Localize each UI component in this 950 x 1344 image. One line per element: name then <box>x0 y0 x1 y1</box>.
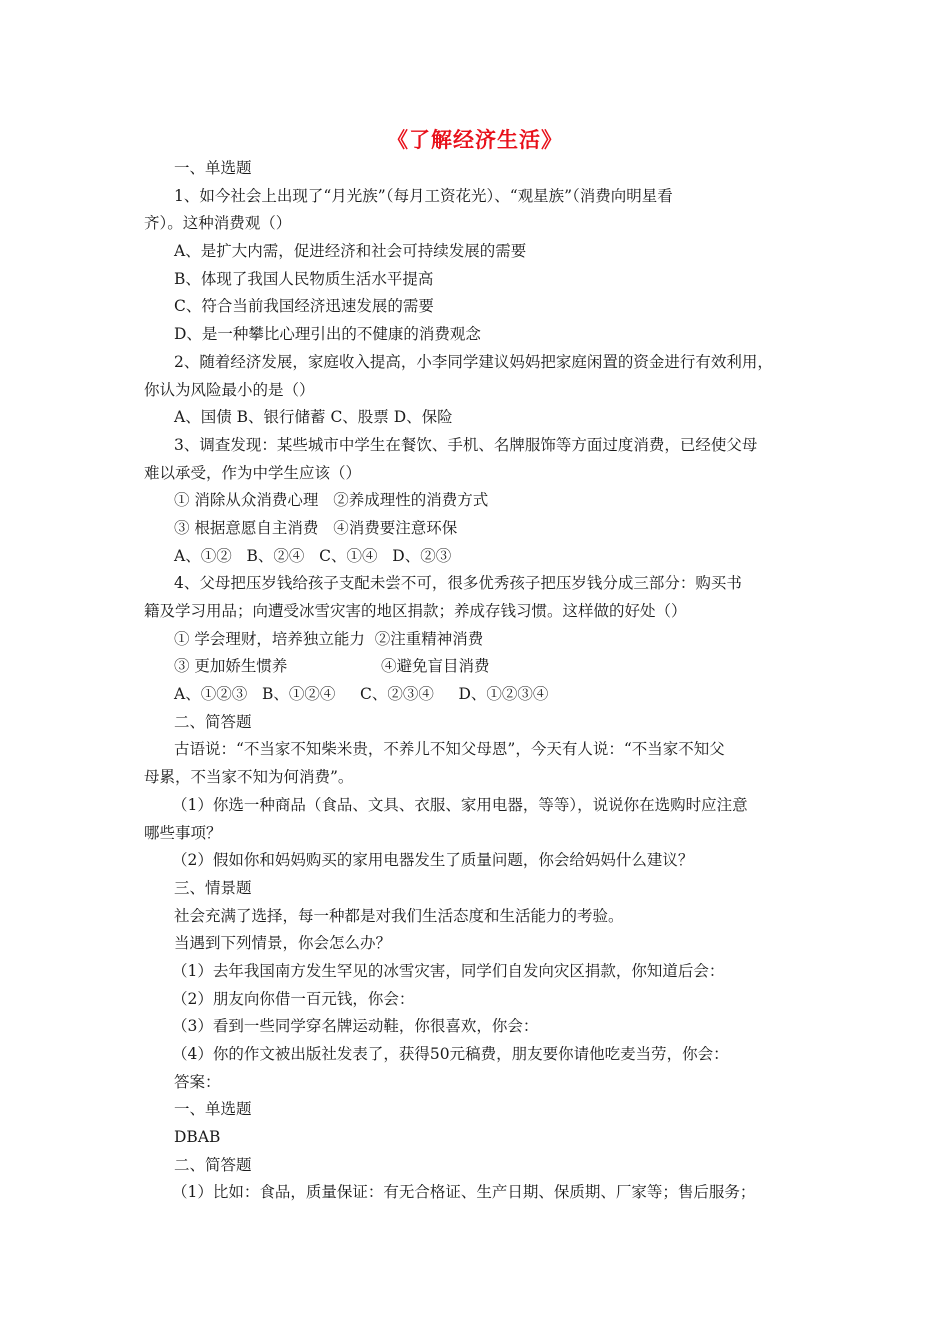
question-4-statements-1: ① 学会理财，培养独立能力 ②注重精神消费 <box>174 629 484 648</box>
question-1-option-d: D、是一种攀比心理引出的不健康的消费观念 <box>174 325 481 344</box>
question-1-text-cont: 齐）。这种消费观（） <box>144 214 292 233</box>
question-1-text: 1、如今社会上出现了“月光族”（每月工资花光）、“观星族”（消费向明星看 <box>174 186 673 205</box>
section-heading-short-answer: 二、简答题 <box>174 712 252 731</box>
scenario-q2: （2）朋友向你借一百元钱，你会： <box>172 989 415 1008</box>
short-answer-q1: （1）你选一种商品（食品、文具、衣服、家用电器，等等），说说你在选购时应注意 <box>172 795 748 814</box>
section-heading-scenario: 三、情景题 <box>174 878 252 897</box>
short-answer-prompt-cont: 母累，不当家不知为何消费”。 <box>144 768 354 787</box>
question-4-text: 4、父母把压岁钱给孩子支配未尝不可，很多优秀孩子把压岁钱分成三部分：购买书 <box>174 574 742 593</box>
question-2-text-cont: 你认为风险最小的是（） <box>144 380 315 399</box>
question-3-statements-2: ③ 根据意愿自主消费 ④消费要注意环保 <box>174 518 458 537</box>
short-answer-q2: （2）假如你和妈妈购买的家用电器发生了质量问题，你会给妈妈什么建议？ <box>172 851 694 870</box>
section-heading-single-choice: 一、单选题 <box>174 159 252 177</box>
short-answer-q1-cont: 哪些事项？ <box>144 823 222 842</box>
question-1-option-b: B、体现了我国人民物质生活水平提高 <box>174 269 434 288</box>
document-title: 《了解经济生活》 <box>387 128 563 152</box>
scenario-intro-2: 当遇到下列情景，你会怎么办？ <box>174 934 392 953</box>
scenario-q3: （3）看到一些同学穿名牌运动鞋，你很喜欢，你会： <box>172 1017 539 1036</box>
answers-single-choice-heading: 一、单选题 <box>174 1100 252 1119</box>
document-body <box>144 155 812 1207</box>
short-answer-prompt: 古语说：“不当家不知柴米贵，不养儿不知父母恩”，今天有人说：“不当家不知父 <box>174 740 725 759</box>
question-3-statements-1: ① 消除从众消费心理 ②养成理性的消费方式 <box>174 491 489 510</box>
scenario-q4: （4）你的作文被出版社发表了，获得50元稿费，朋友要你请他吃麦当劳，你会： <box>172 1045 729 1063</box>
question-1-option-c: C、符合当前我国经济迅速发展的需要 <box>174 297 434 316</box>
answers-short-answer-heading: 二、简答题 <box>174 1155 252 1174</box>
scenario-intro: 社会充满了选择，每一种都是对我们生活态度和生活能力的考验。 <box>174 906 624 925</box>
question-3-text-cont: 难以承受，作为中学生应该（） <box>144 463 362 482</box>
question-3-options: A、①② B、②④ C、①④ D、②③ <box>174 546 452 565</box>
question-2-options: A、国债 B、银行储蓄 C、股票 D、保险 <box>174 408 453 427</box>
answers-short-answer-1: （1）比如：食品，质量保证：有无合格证、生产日期、保质期、厂家等；售后服务； <box>172 1183 756 1202</box>
answers-heading: 答案： <box>174 1072 221 1091</box>
question-2-text: 2、随着经济发展，家庭收入提高，小李同学建议妈妈把家庭闲置的资金进行有效利用， <box>174 352 773 371</box>
question-4-text-cont: 籍及学习用品；向遭受冰雪灾害的地区捐款；养成存钱习惯。这样做的好处（） <box>144 602 687 620</box>
question-3-text: 3、调查发现：某些城市中学生在餐饮、手机、名牌服饰等方面过度消费，已经使父母 <box>174 435 758 454</box>
question-1-option-a: A、是扩大内需，促进经济和社会可持续发展的需要 <box>174 242 527 261</box>
question-4-options: A、①②③ B、①②④ C、②③④ D、①②③④ <box>174 685 549 704</box>
answers-single-choice-key: DBAB <box>174 1128 221 1147</box>
question-4-statements-2: ③ 更加娇生惯养 ④避免盲目消费 <box>174 657 490 676</box>
scenario-q1: （1）去年我国南方发生罕见的冰雪灾害，同学们自发向灾区捐款，你知道后会： <box>172 961 725 980</box>
